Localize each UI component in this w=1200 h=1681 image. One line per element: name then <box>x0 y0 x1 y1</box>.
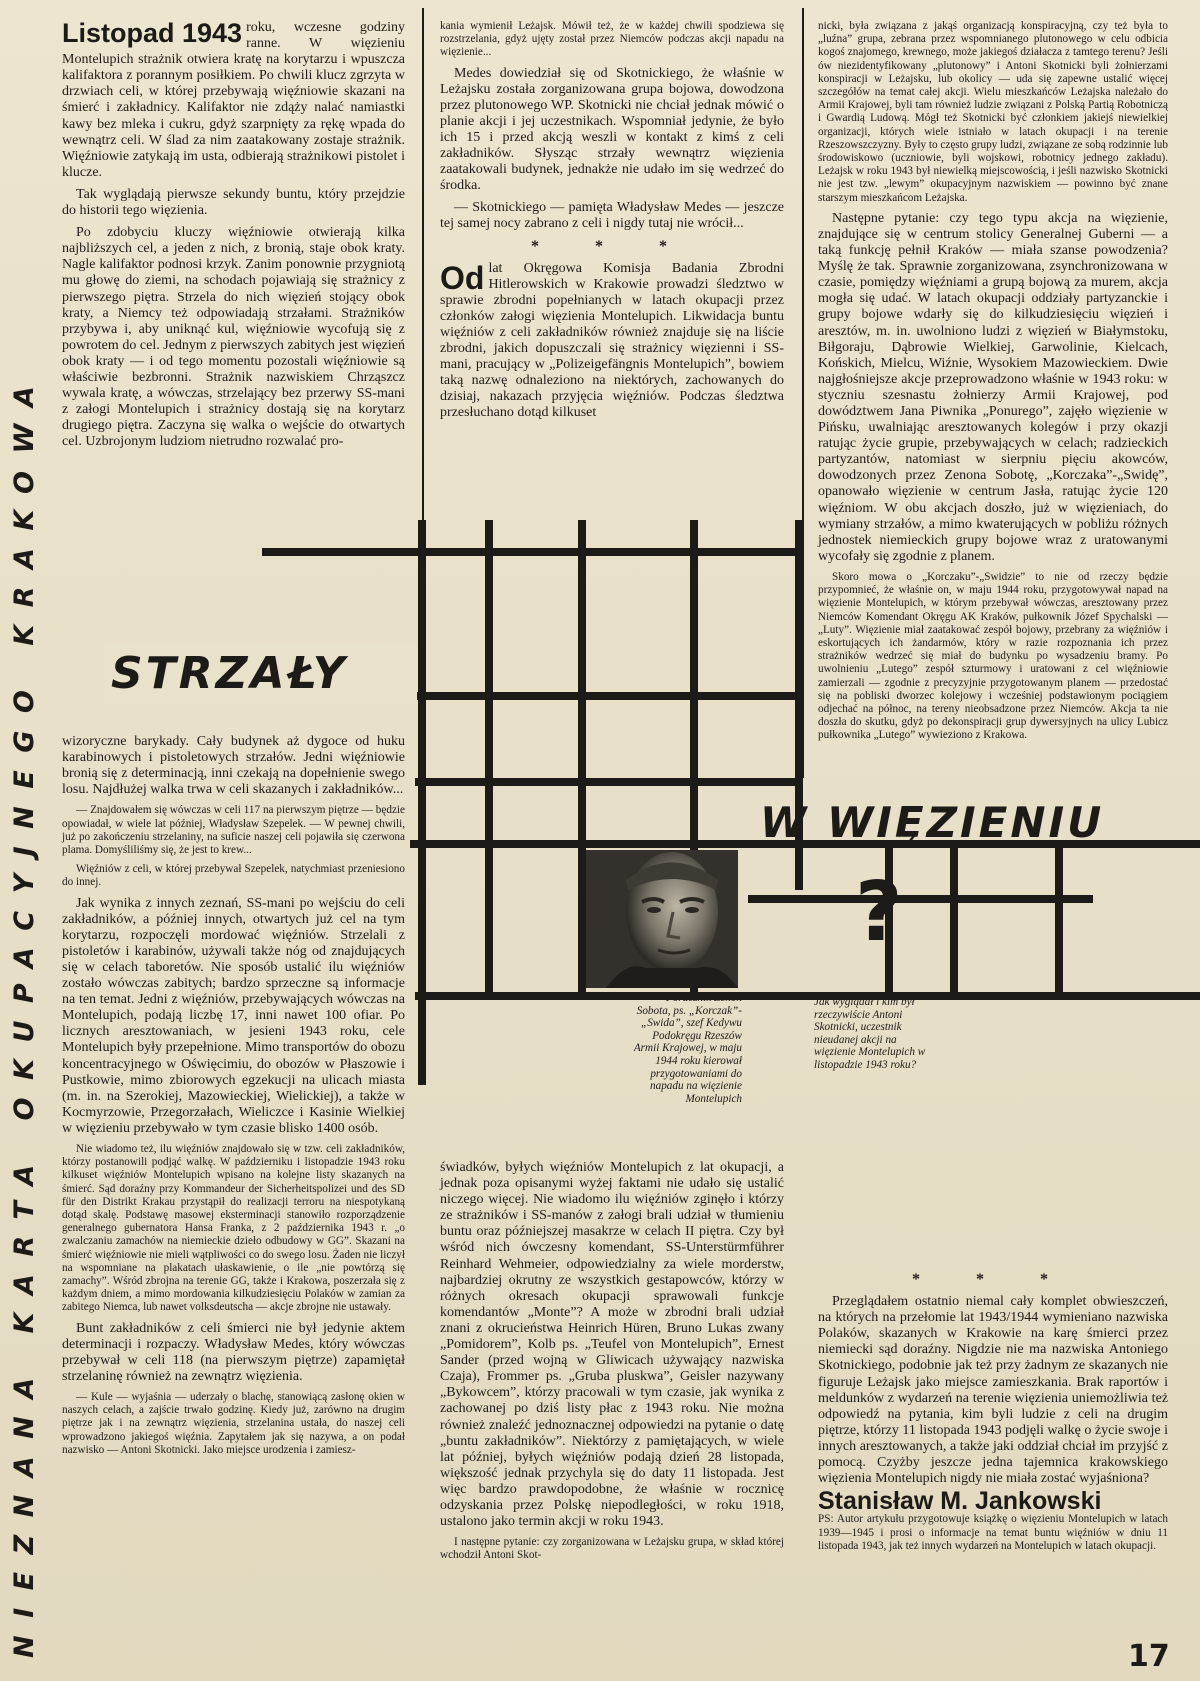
paragraph: Tak wyglądają pierwsze sekundy buntu, który przejdzie do historii tego więzienia. <box>62 186 405 219</box>
paragraph: nicki, była związana z jakąś organizacją konspiracyjną, czy też była to „luźna” grupa, zebrana przez wspomnianego plutonowego w celu odbicia kogoś znajomego, krewnego, może jakiegoś działacza z tamtego terenu? Jeśli ów niezidentyfikowany „plutonowy” i Antoni Skotnicki byli żołnierzami konspiracji w Leżajsku, lub okolicy — uda się zapewne ustalić więcej szczegółów na temat całej akcji. Wielu mieszkańców Leżajska należało do Armii Krajowej, byli tam również ludzie związani z Polską Partią Robotniczą i Gwardią Ludową. Mógł też Skotnicki być członkiem jakiejś niewielkiej organizacji, których wiele istniało w latach okupacji i na terenie Rzeszowszczyzny. Były to często grupy ludzi, związane ze sobą rodzinnie lub środowiskowo (uczniowie, byli wojskowi, robotnicy jednego zakładu). Leżajsk w roku 1943 był niewielką miejscowością, i jeśli nazwisko Skotnicki nie jest tzw. „lewym” okupacyjnym nazwiskiem — powinno być znane starszym mieszkańcom Leżajska. <box>818 20 1168 204</box>
question-mark: ? <box>855 865 903 960</box>
grid-bar <box>1055 840 1063 1000</box>
paragraph: I następne pytanie: czy zorganizowana w Leżajsku grupa, w skład której wchodził Antoni Skot- <box>440 1536 784 1562</box>
paragraph: Następne pytanie: czy tego typu akcja na więzienie, znajdujące się w centrum stolicy Generalnej Guberni — a taką funkcję pełnił Kraków — miała szanse powodzenia? Myślę że tak. Sprawnie zorganizowana, zsynchronizowana w czasie, pomiędzy więźniami a grupą bojową za murem, akcja mogła się udać. W latach okupacji oddziały partyzanckie i grupy bojowe wdarły się do kilkudziesięciu więzień i aresztów, m. in. uwolniono ludzi z więzień w Białymstoku, Biłgoraju, Dąbrowie Wielkiej, Garwolinie, Kielcach, Końskich, Mielcu, Wiźnie, Wysokiem Mazowieckiem. Dwie najgłośniejsze akcje przeprowadzono właśnie w 1943 roku: w styczniu szesnastu żołnierzy Armii Krajowej, pod dowództwem Jana Piwnika „Ponurego”, zajęło więzienie w Pińsku, uwalniając aresztowanych kolegów i przy okazji ratując życie grupie, przebywających w celach; radzieckich partyzantów, natomiast w sierpniu pięciu akowców, dowodzonych przez Zenona Sobotę, „Korczaka”-„Swidę”, opanowało więzienie w centrum Jasła, ratując życie 120 więźniom. W obu akcjach doszło, już w więzieniach, do wymiany strzałów, a mimo kwaterujących w pobliżu różnych jednostek niemieckich grupy bojowe wraz z uratowanymi wycofały się zgodnie z planem. <box>818 210 1168 564</box>
headline-part-1: STRZAŁY <box>105 644 417 704</box>
grid-bar <box>415 992 1200 1000</box>
series-title: NIEZNANA KARTA OKUPACYJNEGO KRAKOWA <box>9 368 40 1658</box>
drop-cap: Od <box>440 259 485 296</box>
page-number: 17 <box>1128 1639 1170 1674</box>
headline-part-2: W WIĘZIENIU <box>760 798 1105 847</box>
grid-bar <box>418 520 426 1085</box>
grid-bar <box>415 778 800 786</box>
paragraph: wizoryczne barykady. Cały budynek aż dygoce od huku karabinowych i pistoletowych strzałów. Jedni więźniowie bronią się z determinacją, inni czekają na dopełnienie swego losu. Najdłużej walka trwa w celi skazanych i zakładników... <box>62 734 405 798</box>
section-separator: * * * <box>531 237 693 255</box>
article-column-1 <box>62 20 405 456</box>
paragraph: roku, wczesne godziny ranne. W więzieniu Montelupich strażnik otwiera kratę na korytarzu i wpuszcza kalifaktora z porannym posiłkiem. Po chwili klucz zgrzyta w drzwiach celi, w której przebywają więźniowie skazani na śmierć i zakładnicy. Kalifaktor nie zdąży nalać namiastki kawy bez mleka i cukru, gdyż szarpnięty za rękę wpada do wewnątrz celi. W ślad za nim zaatakowany zostaje strażnik. Więźniowie zatykają im usta, odbierają strażnikowi pistolet i klucze. <box>62 20 405 180</box>
grid-bar <box>578 520 586 1000</box>
paragraph: Więźniów z celi, w której przebywał Szepelek, natychmiast przeniesiono do innej. <box>62 863 405 889</box>
portrait-caption: Porucznik Zenon Sobota, ps. „Korczak”-„Swida”, szef Kedywu Podokręgu Rzeszów Armii Krajowej, w maju 1944 roku kierował przygotowaniami do napadu na więzienie Montelupich <box>633 992 742 1105</box>
paragraph: Jak wynika z innych zeznań, SS-mani po wejściu do celi zakładników, a później innych, otwartych już cel na tym korytarzu, rozpoczęli mordować więźniów. Strzelali z pistoletów i karabinów, używali także nóg od znajdujących się w celach taboretów. Nie sposób ustalić ilu więźniów zostało wówczas zabitych; bardzo sprzeczne są informacje na ten temat. Jedni z więźniów, przebywających wówczas na Montelupich, podają liczbę 17, inni nawet 100 ofiar. Po licznych aresztowaniach, w jesieni 1943 roku, cele Montelupich były przepełnione. Mimo transportów do obozu koncentracyjnego w Oświęcimiu, do obozów w Płaszowie i Pustkowie, mimo zbiorowych egzekucji na ulicach miasta (m. in. na Szerokiej, Mazowieckiej, Wielickiej), a także w Kocmyrzowie, Przegorzałach, Wieliczce i Kasinie Wielkiej w więzieniu przebywało w tym czasie blisko 1400 osób. <box>62 895 405 1136</box>
paragraph: Nie wiadomo też, ilu więźniów znajdowało się w tzw. celi zakładników, którzy postanowili podjąć walkę. W październiku i listopadzie 1943 roku kilkuset więźniów Montelupich wpisano na kolejne listy skazanych na śmierć. Sąd doraźny przy Kommandeur der Sicherheitspolizei und des SD für den Distrikt Krakau przystąpił do realizacji terroru na niespotykaną dotąd skalę. Podstawę masowej eksterminacji stanowiło rozporządzenie generalnego gubernatora Hansa Franka, z 2 października 1943 r. „o zwalczaniu zamachów na niemieckie dzieło odbudowy w GG”. Skazani na śmierć więźniowie nie mieli wątpliwości co do swego losu. Żaden nie liczył na wspomniane na plakatach ułaskawienie, o ile „nie powtórzą się zamachy”. Wśród zbrojna na terenie GG, także i Krakowa, poszerzała się z każdym dniem, a mimo mordowania kilkudziesięciu Polaków w zamian za zabitego Niemca, lub nawet volksdeutscha — akcje zbrojne nie ustawały. <box>62 1143 405 1314</box>
paragraph: lat Okręgowa Komisja Badania Zbrodni Hitlerowskich w Krakowie prowadzi śledztwo w sprawie zbrodni popełnianych w latach okupacji przez członków załogi więzienia Montelupich. Likwidacja buntu więźniów z celi zakładników również znajduje się na liście zbrodni, jakich dopuszczali się strażnicy więzienni i SS-mani, pracujący w „Polizeigefängnis Montelupich”, bowiem taką nazwę odnaleziono na niektórych, zachowanych do dzisiaj, nakazach przyjęcia więźniów. Podczas śledztwa przesłuchano dotąd kilkuset <box>440 260 784 421</box>
paragraph: Przeglądałem ostatnio niemal cały komplet obwieszczeń, na których na przełomie lat 1943/1944 wymieniano nazwiska Polaków, skazanych w Krakowie na karę śmierci przez niemiecki sąd doraźny. Nigdzie nie ma nazwiska Antoniego Skotnickiego, podobnie jak też przy żadnym ze skazanych nie figuruje Leżajsk jako miejsce zamieszkania. Brak raportów i meldunków z wydarzeń na terenie więzienia uniemożliwia też odpowiedź na pytania, kim byli ludzie z celi na drugim piętrze, którzy 11 listopada 1943 podjęli walkę o życie swoje i innych aresztowanych, a także jaki oddział chciał im przyjść z pomocą. Czyżby jeszcze jedna tajemnica krakowskiego więzienia Montelupich nigdy nie miała zostać wyjaśniona? <box>818 1294 1168 1487</box>
paragraph: Skoro mowa o „Korczaku”-„Swidzie” to nie od rzeczy będzie przypomnieć, że właśnie on, w maju 1944 roku, przygotowywał napad na więzienie Montelupich, w którym przebywał wówczas, aresztowany przez Niemców Komendant Okręgu AK Kraków, pułkownik Józef Spychalski — „Luty”. Więzienie miał zaatakować zespół bojowy, przebrany za więźniów i eskortujących ich żandarmów, który w razie rozpoznania ich przez strażników wedrzeć się miał do budynku po wysadzeniu bramy. Po uwolnieniu „Lutego” zespół szturmowy i uratowani z cel więźniowie zamierzali — zgodnie z precyzyjnie przygotowanym planem — przedostać się na pobliski dworzec kolejowy i wcześniej podstawionym pociągiem odjechać na północ, na tereny nieobsadzone przez Niemców. Akcja ta nie doszła do skutku, gdyż po dekonspiracji grup dywersyjnych na ulicy Lubicz pułkownika „Lutego” wywieziono z Krakowa. <box>818 570 1168 742</box>
paragraph: Po zdobyciu kluczy więźniowie otwierają kilka najbliższych cel, a jeden z nich, z bronią, staje obok kraty. Nagle kalifaktor podnosi krzyk. Zanim ponownie przygniotą mu głowę do ziemi, na schodach pojawiają się strażnicy z pierwszego piętra. Strzela do nich więzień stojący obok kraty, a Niemcy też odpowiadają strzałami. Strażników przybywa i, aby uniknąć kul, więźniowie wycofują się z powrotem do cel. Jednym z pierwszych zabitych jest więzień obok kraty — i od tego momentu pozostali więźniowie są właściwie bezbronni. Strażnik nazwiskiem Chrząszcz wywala kratę, a wówczas, strzelający bez przerwy SS-mani z załogi Montelupich i strażnicy dostają się na korytarz drugiego piętra. Zaczyna się walka o wejście do otwartych cel. Uzbrojonym ludziom nietrudno rozwalać pro- <box>62 225 405 450</box>
grid-bar <box>262 548 800 556</box>
paragraph: świadków, byłych więźniów Montelupich z lat okupacji, a jednak poza opisanymi wyżej faktami nie udało się ustalić niczego więcej. Nie wiadomo ilu więźniów zginęło i którzy ze strażników i SS-manów z załogi brali udział w tłumieniu buntu oraz późniejszej masakrze w celach II piętra. Czy był wśród nich ówczesny komendant, SS-Unterstürmführer Reinhard Wehmeier, odpowiedzialny za wiele morderstw, najbardziej okrutny ze wszystkich gestapowców, którzy w różnych okresach okupacji sprawowali funkcje komendantów „Monte”? A może w zbrodni brali udział znani z okrucieństwa Heinrich Hüren, Bruno Lukas zwany „Pomidorem”, Kolb ps. „Teufel von Montelupich”, Ernest Sander (przed wojną w Gliwicach używający nazwiska Czaja), Frommer ps. „Gruba pluskwa”, Geisler nazywany „Bykowcem”, którzy pracowali w tym czasie, jak wynika z zachowanej po dziś listy płac z 1943 roku. Nie można również znaleźć jednoznacznej odpowiedzi na pytanie o datę „buntu zakładników”. Niektórzy z pamiętających, w wiele lat później, byłych więźniów podają dzień 28 listopada, większość jednak przychyla się do daty 11 listopada. Jest więc bardzo prawdopodobne, że właśnie w rocznicę odzyskania przez Polskę niepodległości, w roku 1918, ustalono jako termin akcji w roku 1943. <box>440 1160 784 1530</box>
question-caption: Jak wyglądał i kim był rzeczywiście Antoni Skotnicki, uczestnik nieudanej akcji na więzienie Montelupich w listopadzie 1943 roku? <box>814 996 926 1071</box>
paragraph: Medes dowiedział się od Skotnickiego, że właśnie w Leżajsku została zorganizowana grupa bojowa, dowodzona przez plutonowego WP. Skotnicki nie chciał jednak mówić o planie akcji i jej uczestnikach. Wspomniał jedynie, że było ich 15 i przed akcją weszli w kontakt z kimś z celi zakładników. Słysząc strzały wewnątrz więzienia zaatakowali budynek, jednakże nie udało im się wedrzeć do środka. <box>440 65 784 194</box>
postscript: PS: Autor artykułu przygotowuje książkę o więzieniu Montelupich w latach 1939—1945 i prosi o informacje na temat buntu więźniów w dniu 11 listopada 1943, jak też innych wydarzeń na Montelupich w latach okupacji. <box>818 1513 1168 1552</box>
article-column-3-continued <box>818 1268 1168 1559</box>
article-column-2 <box>440 20 784 428</box>
paragraph: — Znajdowałem się wówczas w celi 117 na pierwszym piętrze — będzie opowiadał, w wiele lat później, Władysław Szepelek. — W pewnej chwili, już po zakończeniu strzelaniny, na suficie naszej celi pojawiła się czerwona plama. Domyśliliśmy się, że jest to krew... <box>62 804 405 856</box>
grid-bar <box>950 840 958 1000</box>
portrait-photo <box>586 850 738 988</box>
lead-word: Listopad 1943 <box>62 18 243 48</box>
article-column-3 <box>818 20 1168 749</box>
paragraph: — Kule — wyjaśnia — uderzały o blachę, stanowiącą zasłonę okien w naszych celach, a zajście trwało godzinę. Kiedy już, zarówno na drugim piętrze jak i na zewnątrz więzienia, strzelanina ustała, do naszej celi wprowadzono jakiegoś więźnia. Zapytałem jak się nazywa, a on podał nazwisko — Antoni Skotnicki. Jako miejsce urodzenia i zamiesz- <box>62 1391 405 1456</box>
author-signature: Stanisław M. Jankowski <box>818 1487 1102 1516</box>
article-column-1-continued <box>62 734 405 1463</box>
grid-bar <box>748 895 1093 903</box>
paragraph: — Skotnickiego — pamięta Władysław Medes — jeszcze tej samej nocy zabrano z celi i nigdy tutaj nie wrócił... <box>440 200 784 232</box>
article-column-2-continued <box>440 1160 784 1569</box>
paragraph: Bunt zakładników z celi śmierci nie był jedynie aktem determinacji i rozpaczy. Władysław Medes, który wówczas przebywał w celi 118 (na pierwszym piętrze) zapamiętał strzelaninę również na zewnątrz więzienia. <box>62 1320 405 1384</box>
grid-bar <box>485 520 493 995</box>
section-separator: * * * <box>912 1271 1074 1288</box>
column-rule <box>422 8 424 523</box>
series-title-banner <box>6 10 40 1665</box>
paragraph: kania wymienił Leżajsk. Mówił też, że w każdej chwili spodziewa się rozstrzelania, gdyż ujęty został przez Niemców podczas akcji napadu na więzienie... <box>440 20 784 59</box>
